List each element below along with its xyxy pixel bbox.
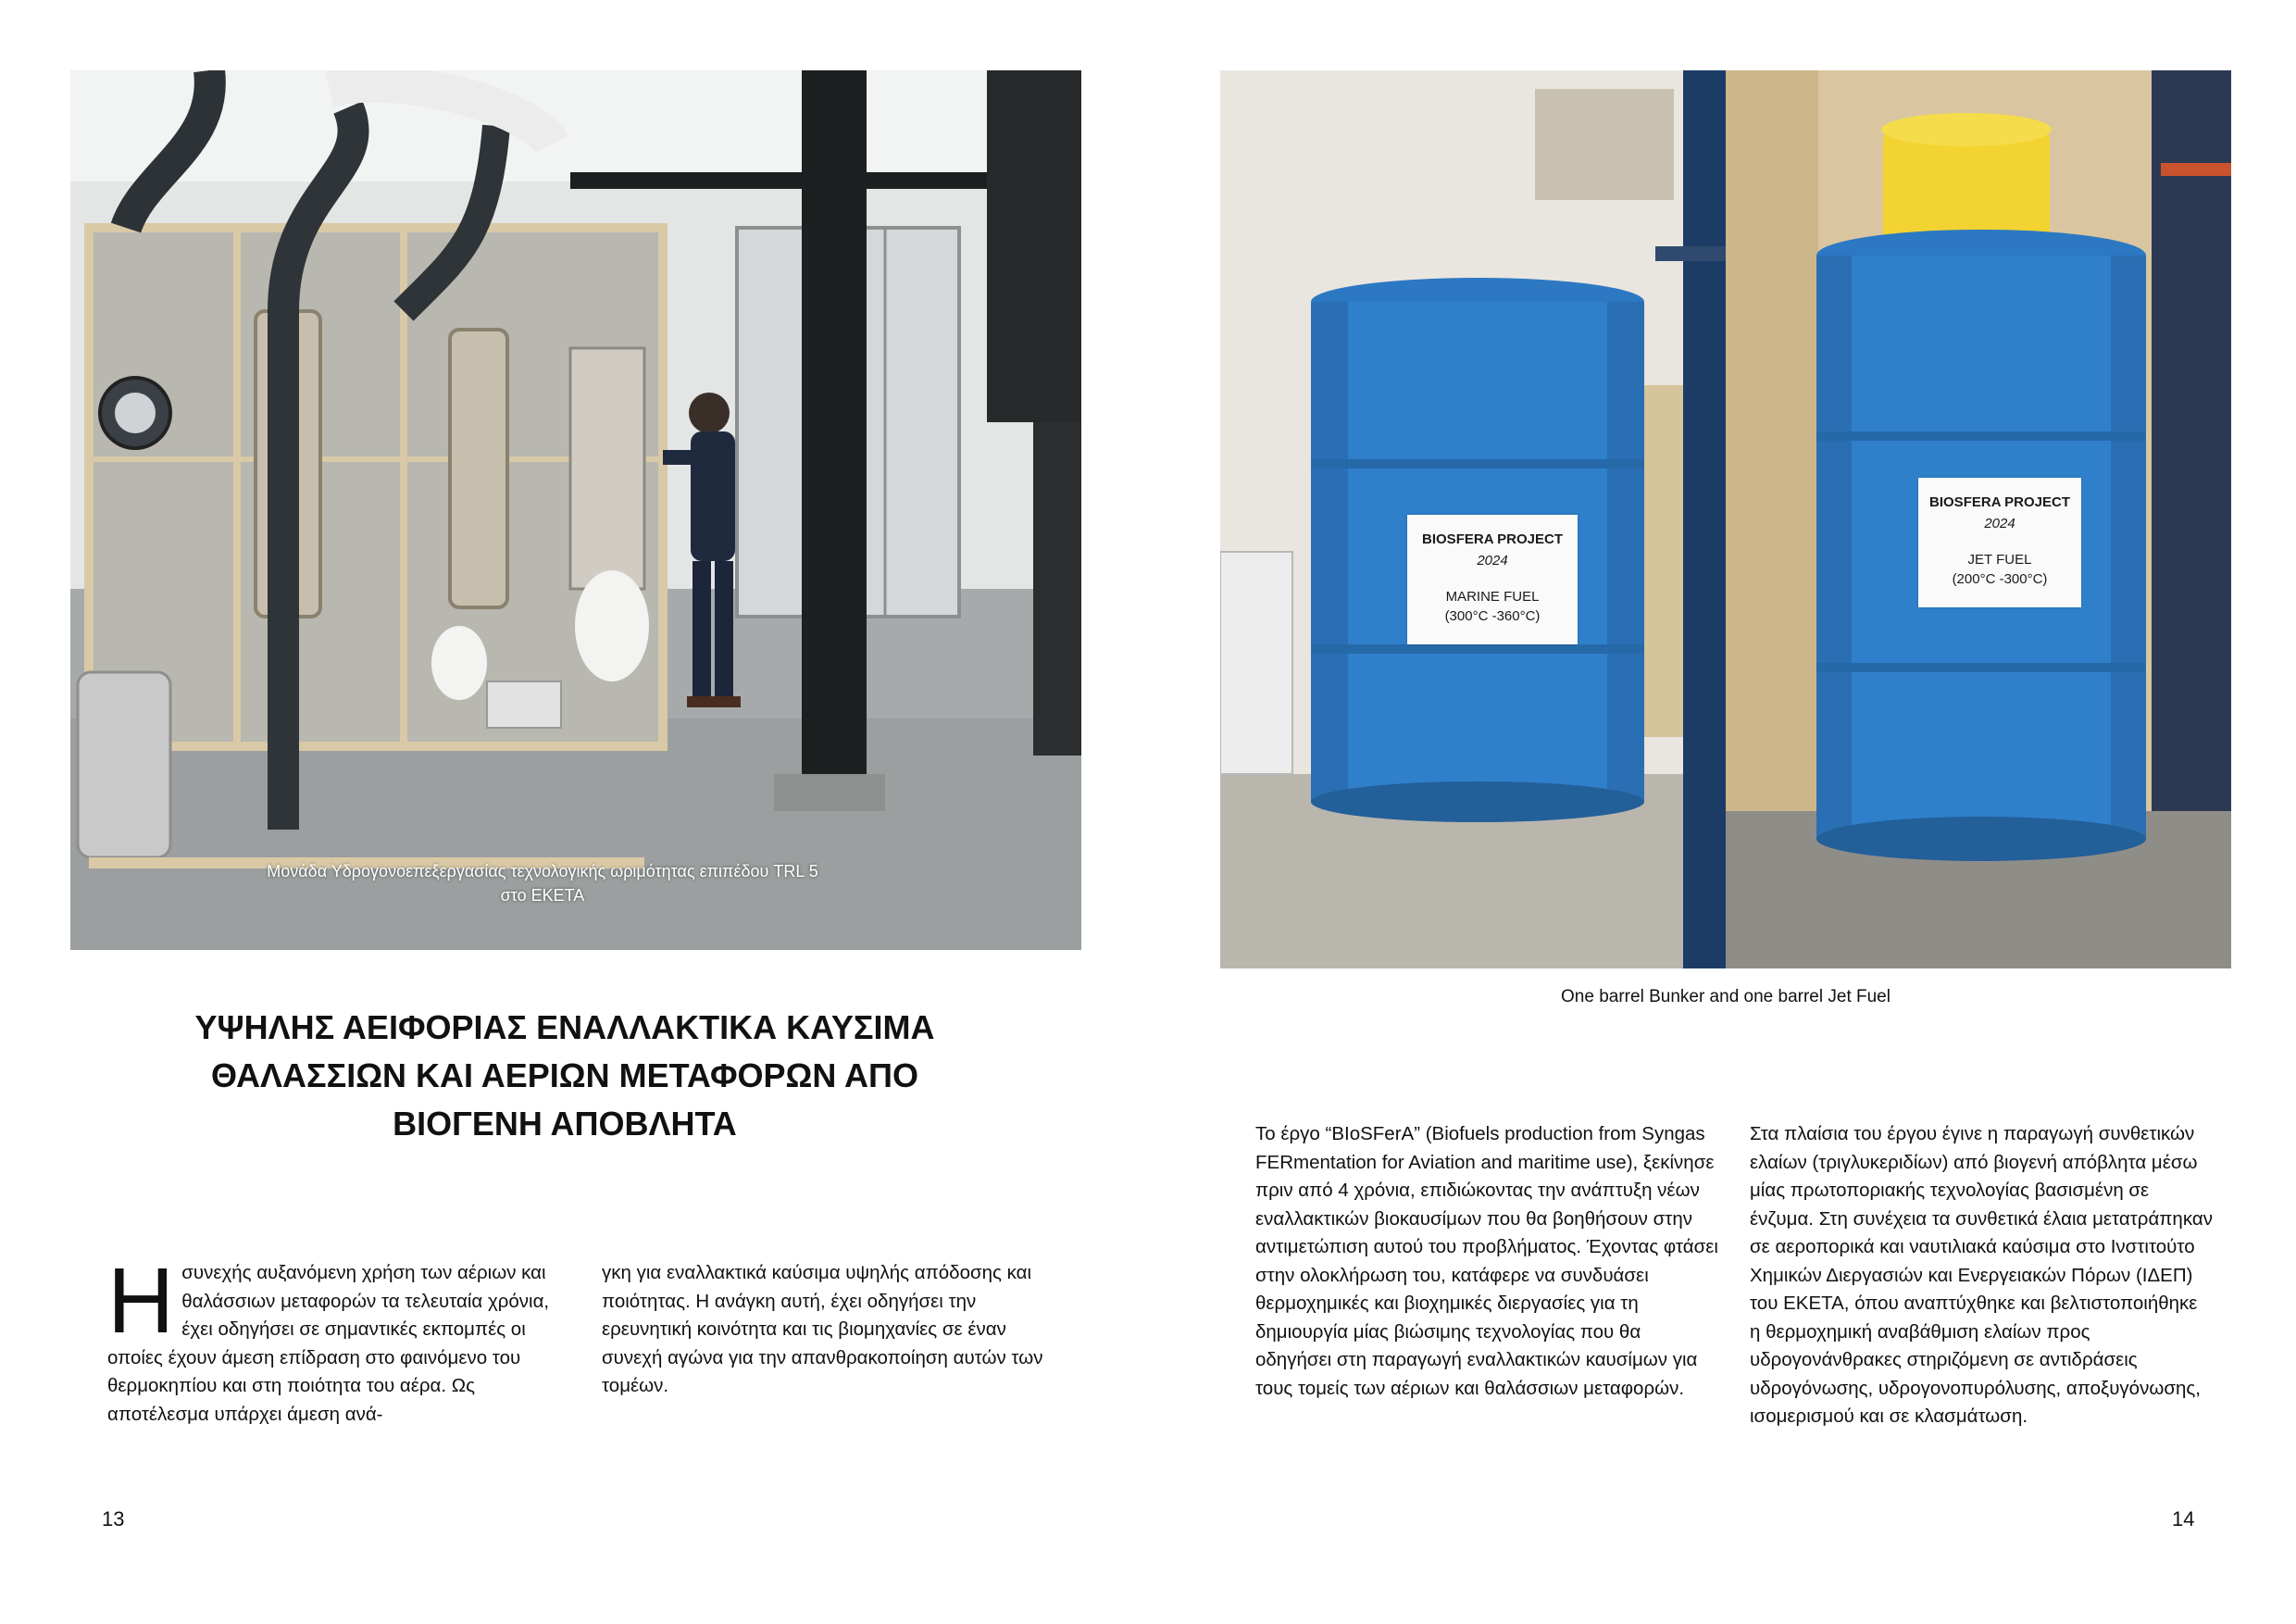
dropcap: Η bbox=[107, 1249, 175, 1353]
body-text-left-2: γκη για εναλλακτικά καύσιμα υψηλής απόδοσης και ποιότητας. Η ανάγκη αυτή, έχει οδηγήσει την ερευνητική κοινότητα και τις βιομηχανίες σε έναν συνεχή αγώνα για την απανθρακοποίηση αυτών των τομέων. bbox=[602, 1262, 1043, 1396]
lab-photo-illustration bbox=[70, 70, 1081, 950]
jet-label-fuel: JET FUEL bbox=[1967, 552, 2032, 568]
body-column-right-2 bbox=[1750, 1120, 2213, 1431]
lab-photo-caption: Μονάδα Υδρογονοεπεξεργασίας τεχνολογικής ωριμότητας επιπέδου TRL 5 στο ΕΚΕΤΑ bbox=[267, 862, 818, 905]
body-column-left-2 bbox=[602, 1259, 1065, 1401]
body-text-left-1: συνεχής αυξανόμενη χρήση των αέριων και θαλάσσιων μεταφορών τα τελευταία χρόνια, έχει οδηγήσει σε σημαντικές εκπομπές οι οποίες έχουν άμεση επίδραση στο φαινόμενο του θερμοκηπίου και στη ποιότητα του αέρα. Ως αποτέλεσμα υπάρχει άμεση ανά- bbox=[107, 1262, 550, 1425]
marine-label-project: BIOSFERA PROJECT bbox=[1422, 531, 1563, 547]
jet-fuel-barrel-photo bbox=[1726, 70, 2231, 968]
jet-label-project: BIOSFERA PROJECT bbox=[1929, 494, 2070, 510]
jet-label-range: (200°C -300°C) bbox=[1952, 571, 2048, 587]
marine-barrel-label bbox=[1407, 515, 1578, 644]
body-text-right-1: Το έργο “BIoSFerA” (Biofuels production from Syngas FERmentation for Aviation and maritime use), ξεκίνησε πριν από 4 χρόνια, επιδιώκοντας την ανάπτυξη νέων εναλλακτικών βιοκαυσίμων που θα βοηθήσουν στην αντιμετώπιση αυτού του προβλήματος. Έχοντας φτάσει στην ολοκλήρωση του, κατάφερε να συνδυάσει θερμοχημικές και βιοχημικές διεργασίες για τη δημιουργία μίας βιώσιμης τεχνολογίας που θα οδηγήσει στη παραγωγή εναλλακτικών καυσίμων για τους τομείς των αέριων και θαλάσσιων μεταφορών. bbox=[1255, 1123, 1718, 1399]
body-column-left-1 bbox=[107, 1249, 561, 1429]
marine-label-range: (300°C -360°C) bbox=[1444, 608, 1541, 624]
body-text-right-2: Στα πλαίσια του έργου έγινε η παραγωγή συνθετικών ελαίων (τριγλυκεριδίων) από βιογενή απόβλητα μέσω μίας πρωτοποριακής τεχνολογίας βασισμένη σε ένζυμα. Στη συνέχεια τα συνθετικά έλαια μετατράπηκαν σε αεροπορικά και ναυτιλιακά καύσιμα στο Ινστιτούτο Χημικών Διεργασιών και Ενεργειακών Πόρων (ΙΔΕΠ) του ΕΚΕΤΑ, όπου αναπτύχθηκε και βελτιστοποιήθηκε η θερμοχημική αναβάθμιση ελαίων προς υδρογονάνθρακες στηριζόμενη σε αντιδράσεις υδρογόνωσης, υδρογονοπυρόλυσης, αποξυγόνωσης, ισομερισμού και σε κλασμάτωση. bbox=[1750, 1123, 2213, 1427]
jet-label-year: 2024 bbox=[1984, 516, 2015, 531]
lab-photo bbox=[70, 70, 1081, 950]
article-headline: ΥΨΗΛΗΣ ΑΕΙΦΟΡΙΑΣ ΕΝΑΛΛΑΚΤΙΚΑ ΚΑΥΣΙΜΑ ΘΑΛΑΣΣΙΩΝ ΚΑΙ ΑΕΡΙΩΝ ΜΕΤΑΦΟΡΩΝ ΑΠΟ ΒΙΟΓΕΝΗ ΑΠΟΒΛΗΤΑ bbox=[194, 1008, 935, 1143]
marine-label-fuel: MARINE FUEL bbox=[1445, 589, 1540, 605]
marine-fuel-barrel-photo bbox=[1220, 70, 1726, 968]
page-number-right: 14 bbox=[2172, 1507, 2195, 1530]
barrels-photo-caption: One barrel Bunker and one barrel Jet Fuel bbox=[1561, 987, 1890, 1006]
page-number-left: 13 bbox=[102, 1507, 125, 1530]
jet-barrel-label bbox=[1918, 478, 2081, 607]
body-column-right-1 bbox=[1255, 1120, 1718, 1403]
marine-label-year: 2024 bbox=[1477, 553, 1508, 568]
